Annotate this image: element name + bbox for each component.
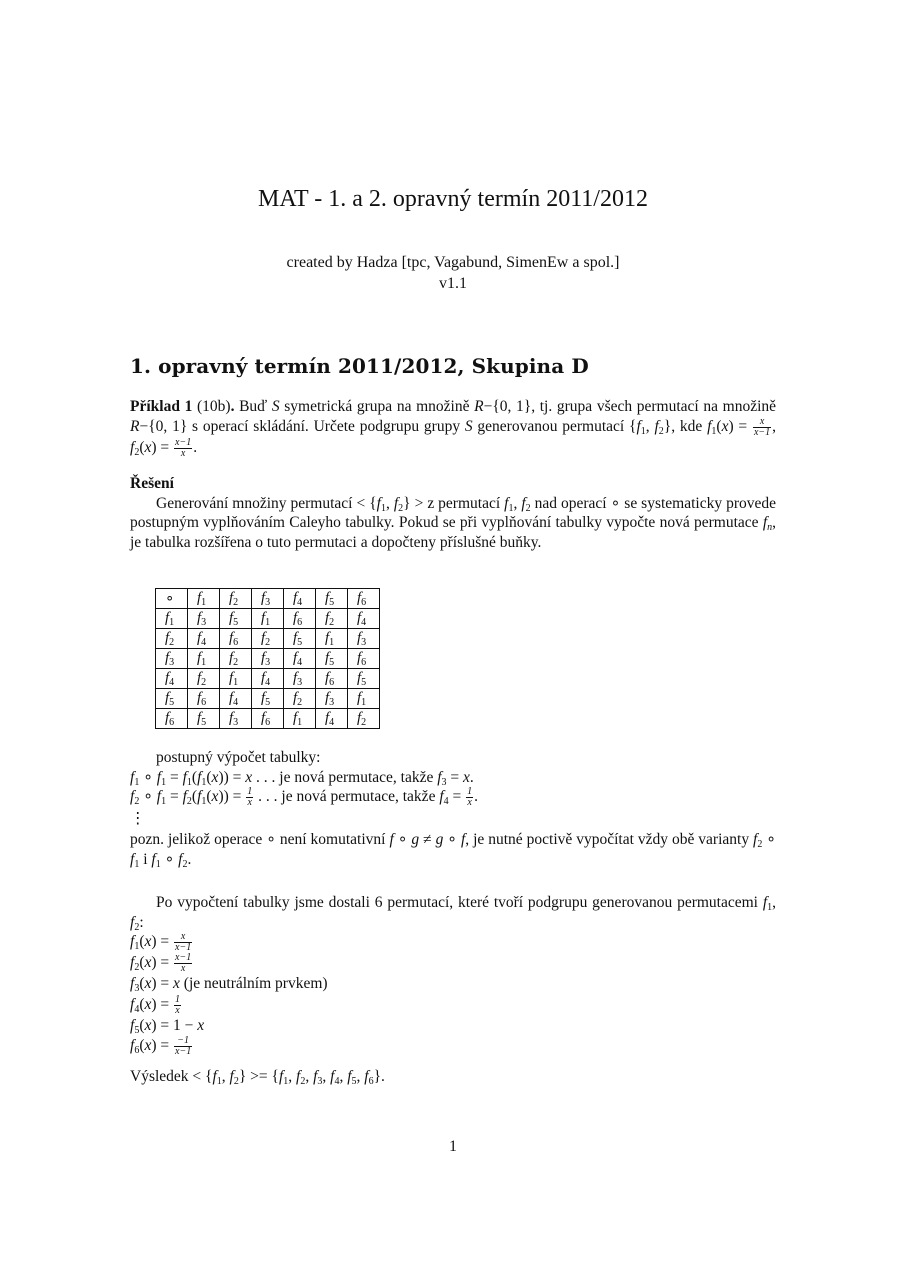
cayley-cell: $f_6$: [188, 689, 220, 709]
cayley-cell: $f_4$: [156, 669, 188, 689]
cayley-cell: $f_6$: [252, 709, 284, 729]
cayley-cell: $f_5$: [252, 689, 284, 709]
solution-heading: Řešení: [130, 475, 174, 492]
cayley-cell: $f_5$: [316, 589, 348, 609]
cayley-header-row: [156, 589, 380, 609]
authors-line: created by Hadza [tpc, Vagabund, SimenEw a spol.]: [286, 254, 620, 271]
cayley-cell: $f_5$: [284, 629, 316, 649]
cayley-cell: $f_6$: [284, 609, 316, 629]
document-authors: [130, 252, 776, 294]
cayley-table: [155, 588, 380, 729]
step-1: $f_1$ ∘ $f_1 = f_1(f_1(x)) = x$ . . . je nová permutace, takže $f_3 = x$.: [130, 768, 474, 788]
vertical-dots: ⋮: [130, 810, 146, 827]
cayley-row: [156, 609, 380, 629]
cayley-cell: $f_4$: [284, 589, 316, 609]
commutativity-note: pozn. jelikož operace ∘ není komutativní f ∘ g ≠ g ∘ f, je nutné poctivě vypočítat vždy obě varianty $f_2$ ∘ $f_1$ i $f_1$ ∘ $f_2$.: [130, 831, 777, 870]
solution-block: [130, 474, 776, 552]
cayley-cell: $f_5$: [316, 649, 348, 669]
cayley-cell: $f_5$: [156, 689, 188, 709]
solution-intro: Generování množiny permutací < {$f_1$, $f_2\} > z$ permutací $f_1$, $f_2$ nad operací ∘ se systematicky provede postupným vyplňováním Caleyho tabulky. Pokud se při vyplňování tabulky vypočte nová permutace $f_n$, je tabulka rozšířena o tuto permutaci a dopočteny příslušné buňky.: [130, 494, 777, 551]
cayley-cell: $f_4$: [188, 629, 220, 649]
cayley-row: [156, 709, 380, 729]
permutation-f6: $f_6(x)$ = $\frac{-1}{x-1}$: [130, 1035, 192, 1057]
cayley-cell: $f_1$: [316, 629, 348, 649]
cayley-cell: $f_4$: [348, 609, 380, 629]
cayley-cell: $f_2$: [220, 649, 252, 669]
cayley-cell: $f_4$: [284, 649, 316, 669]
cayley-cell: $f_6$: [348, 649, 380, 669]
cayley-cell: $f_5$: [348, 669, 380, 689]
document-title: MAT - 1. a 2. opravný termín 2011/2012: [258, 186, 648, 212]
cayley-cell: $f_2$: [284, 689, 316, 709]
cayley-cell: $f_3$: [156, 649, 188, 669]
cayley-row: [156, 649, 380, 669]
cayley-cell: $f_1$: [188, 589, 220, 609]
step-2: $f_2$ ∘ $f_1 = f_2(f_1(x))$ = $\frac{1}{x}$ . . . je nová permutace, takže $f_4$ = $\frac{1}{x}$ .: [130, 786, 479, 808]
cayley-cell: $f_6$: [156, 709, 188, 729]
cayley-cell: $f_1$: [284, 709, 316, 729]
permutation-f2: $f_2(x)$ = $\frac{x-1}{x}$: [130, 952, 192, 974]
cayley-cell: $f_2$: [316, 609, 348, 629]
cayley-cell: $f_6$: [220, 629, 252, 649]
cayley-cell: $f_1$: [188, 649, 220, 669]
cayley-cell: $f_2$: [188, 669, 220, 689]
version-line: v1.1: [439, 275, 467, 292]
cayley-cell: $f_6$: [316, 669, 348, 689]
cayley-cell: $f_4$: [252, 669, 284, 689]
cayley-cell: $f_5$: [220, 609, 252, 629]
cayley-cell: $f_3$: [220, 709, 252, 729]
cayley-cell: $f_3$: [316, 689, 348, 709]
permutation-f4: $f_4(x)$ = $\frac{1}{x}$: [130, 993, 181, 1016]
cayley-cell: $f_3$: [188, 609, 220, 629]
cayley-cell: $f_6$: [348, 589, 380, 609]
cayley-cell: $f_2$: [348, 709, 380, 729]
cayley-cell: $f_1$: [252, 609, 284, 629]
steps-block: [130, 748, 776, 869]
cayley-cell: $f_2$: [156, 629, 188, 649]
permutation-f5: $f_5(x) = 1 - x$: [130, 1016, 205, 1036]
cayley-cell: $f_3$: [252, 589, 284, 609]
steps-label: postupný výpočet tabulky:: [156, 749, 321, 766]
cayley-row: [156, 629, 380, 649]
section-heading: 1. opravný termín 2011/2012, Skupina D: [130, 354, 589, 378]
cayley-cell: $f_3$: [284, 669, 316, 689]
problem-label: Příklad 1: [130, 398, 193, 415]
cayley-cell: $f_2$: [220, 589, 252, 609]
summary-block: [130, 893, 776, 1087]
cayley-cell: $f_5$: [188, 709, 220, 729]
summary-text: Po vypočtení tabulky jsme dostali 6 permutací, které tvoří podgrupu generovanou permutacemi $f_1$, $f_2$:: [130, 894, 776, 933]
permutation-f1: $f_1(x)$ = $\frac{x}{x-1}$: [130, 931, 192, 953]
cayley-cell: $f_4$: [316, 709, 348, 729]
cayley-cell: $f_1$: [156, 609, 188, 629]
cayley-cell: $f_3$: [348, 629, 380, 649]
cayley-cell: $f_2$: [252, 629, 284, 649]
cayley-cell: $f_3$: [252, 649, 284, 669]
cayley-row: [156, 689, 380, 709]
page-number: 1: [449, 1138, 457, 1155]
cayley-cell: ∘: [156, 589, 188, 609]
permutation-f3: $f_3(x) = x$ (je neutrálním prvkem): [130, 975, 328, 994]
cayley-cell: $f_1$: [220, 669, 252, 689]
cayley-cell: $f_1$: [348, 689, 380, 709]
result-line: Výsledek < {$f_1$, $f_2\} >= \{f_1$, $f_2$, $f_3$, $f_4$, $f_5$, $f_6$}.: [130, 1068, 385, 1087]
cayley-cell: $f_4$: [220, 689, 252, 709]
cayley-row: [156, 669, 380, 689]
problem-statement: Příklad 1 (10b). Buď S symetrická grupa na množině R−{0, 1}, tj. grupa všech permutací na množině R−{0, 1} s operací skládání. Určete podgrupu grupy S generovanou permutací {$f_1$, $f_2$}, kde $f_1(x)$ = $\frac{x}{x-1}$ , $f_2(x)$ = $\frac{x-1}{x}$ .: [130, 398, 777, 459]
